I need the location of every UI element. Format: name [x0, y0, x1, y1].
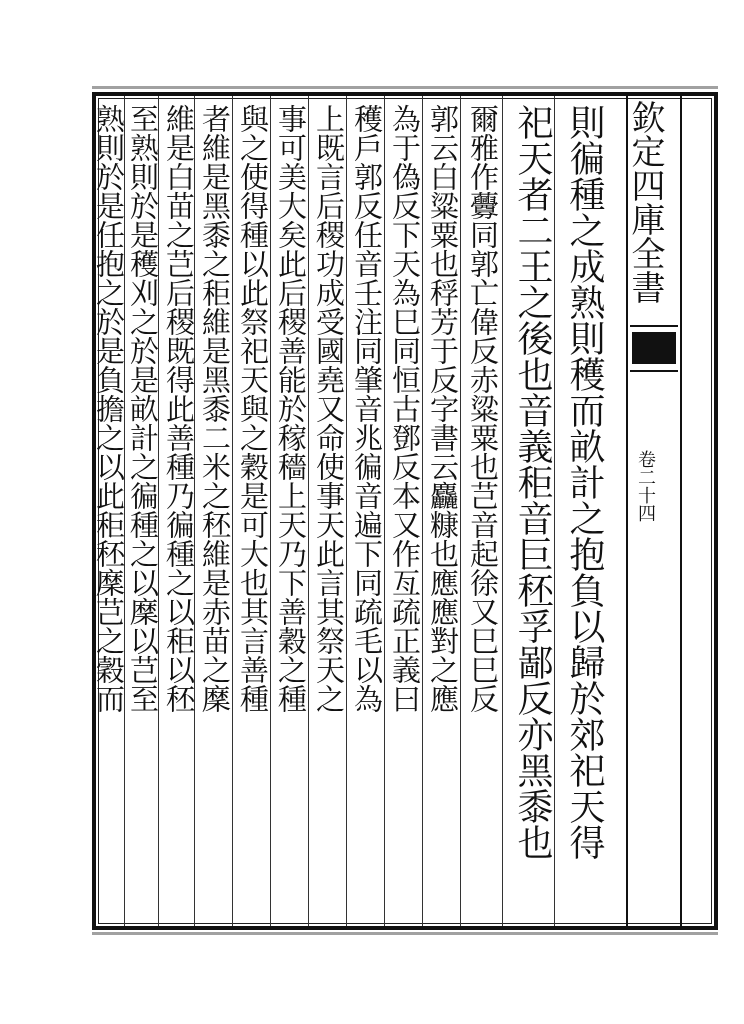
column-rule	[384, 96, 385, 926]
fish-tail-mark-top	[630, 325, 678, 327]
book-title: 欽定四庫全書	[625, 100, 665, 304]
text-column-9: 與之使得種以此祭祀天與之穀是可大也其言善種	[236, 104, 270, 713]
text-column-3: 爾雅作虋同郭亡偉反赤粱粟也芑音起徐又巳巳反	[466, 104, 500, 713]
text-column-8: 事可美大矣此后稷善能於稼穡上天乃下善穀之種	[274, 104, 308, 713]
page-edge-top	[92, 86, 718, 89]
text-column-2: 祀天者二王之後也音義秬音巨秠孚鄙反亦黑黍也	[512, 104, 553, 860]
page-edge-bottom	[92, 932, 718, 935]
text-column-6: 穫戶郭反任音壬注同肇音兆徧音遍下同疏毛以為	[350, 104, 384, 713]
text-column-10: 者維是黑黍之秬維是黑黍二米之秠維是赤苗之穈	[198, 104, 232, 713]
column-rule	[554, 96, 555, 926]
column-rule	[422, 96, 423, 926]
column-rule	[346, 96, 347, 926]
column-rule	[270, 96, 271, 926]
text-column-7: 上既言后稷功成受國堯又命使事天此言其祭天之	[312, 104, 346, 713]
fish-tail-mark-bottom	[630, 370, 678, 372]
volume-label: 卷二十四	[635, 450, 656, 522]
text-column-1: 則徧種之成熟則穫而畝計之抱負以歸於郊祀天得	[564, 104, 605, 860]
text-column-13: 熟則於是任抱之於是負擔之以此秬秠穈芑之穀而	[92, 104, 126, 713]
outer-border-right	[714, 92, 718, 930]
column-rule	[460, 96, 461, 926]
text-column-12: 至熟則於是穫刈之於是畝計之徧種之以穈以芑至	[126, 104, 160, 713]
fish-tail-block	[632, 332, 676, 364]
column-rule	[232, 96, 233, 926]
column-rule	[502, 96, 503, 926]
margin-rule-right	[680, 92, 682, 930]
text-column-4: 郭云白粱粟也稃芳于反字書云麤糠也應應對之應	[426, 104, 460, 713]
text-column-5: 為于偽反下天為巳同恒古鄧反本又作亙疏正義曰	[388, 104, 422, 713]
text-column-11: 維是白苗之芑后稷既得此善種乃徧種之以秬以秠	[162, 104, 196, 713]
column-rule	[308, 96, 309, 926]
